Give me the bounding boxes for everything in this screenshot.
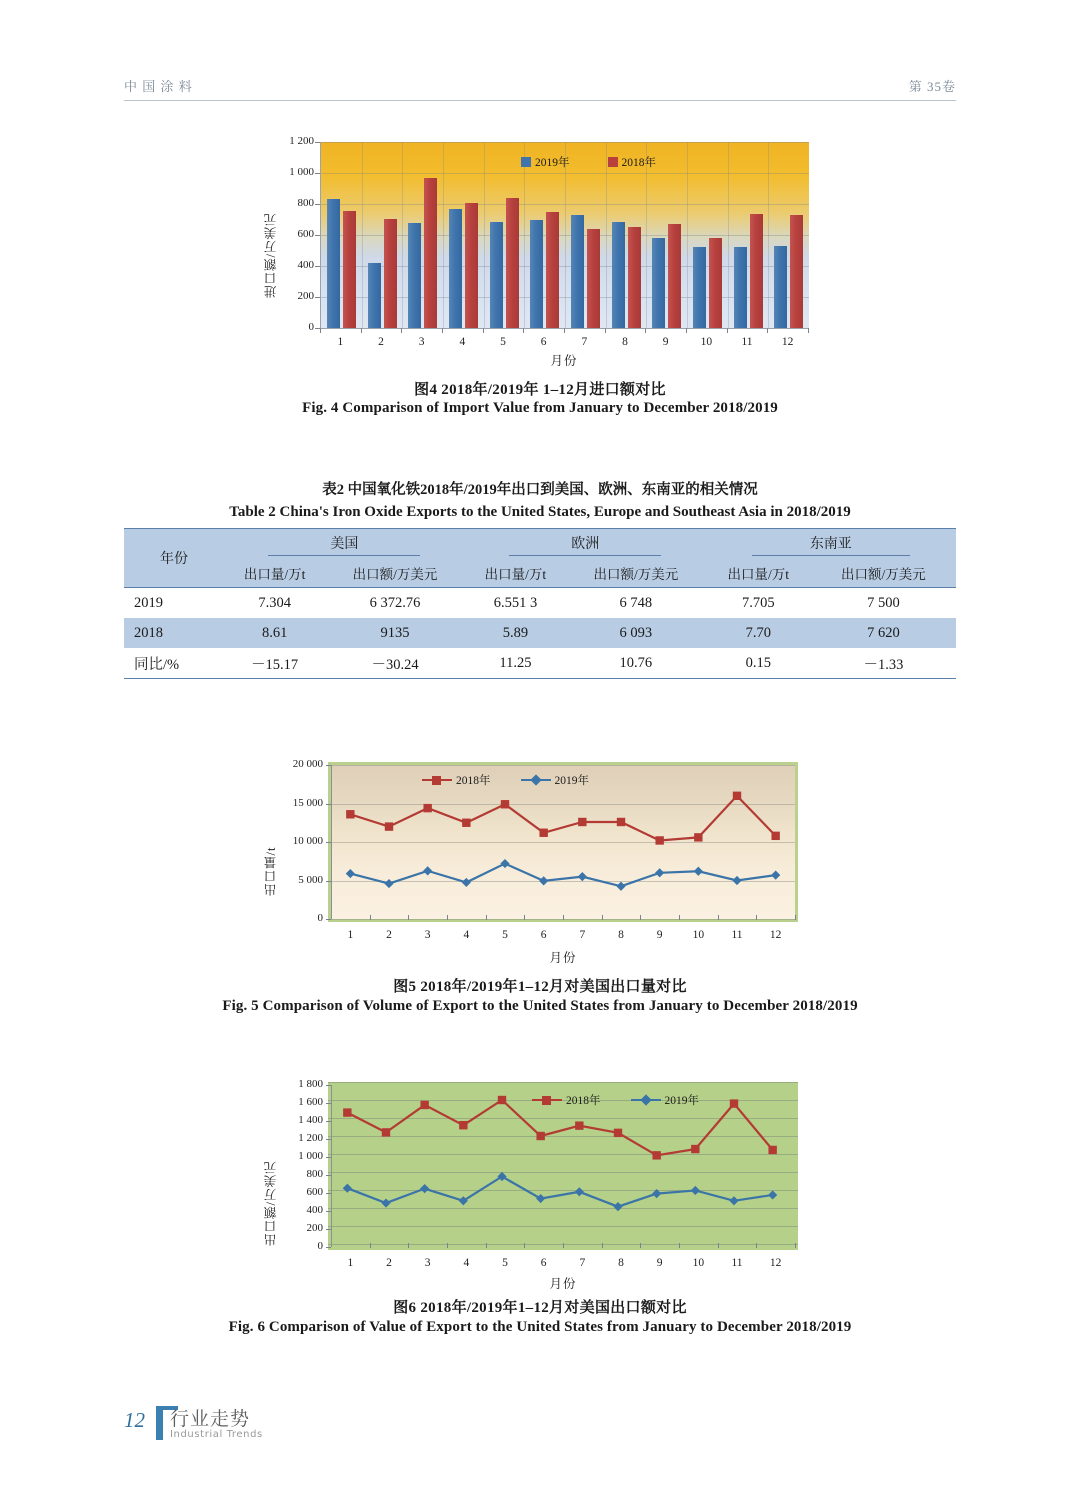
figure-5-marker-2018年-9 — [655, 836, 663, 844]
figure-5-x-tick — [640, 915, 641, 920]
figure-6-y-tick-label: 1 000 — [298, 1150, 323, 1162]
table-2-region-header-1 — [465, 529, 706, 560]
figure-4-y-tick-label: 600 — [297, 228, 314, 240]
figure-5-y-tick — [326, 919, 331, 920]
figure-5-marker-2019年-2 — [384, 879, 393, 888]
figure-5-x-tick-label: 11 — [731, 929, 743, 941]
figure-6-x-tick — [524, 1243, 525, 1248]
table-2-row-1-label: 2018 — [134, 624, 163, 641]
figure-4-category-separator — [443, 142, 444, 328]
table-2-body — [124, 588, 956, 679]
figure-6-y-tick-label: 400 — [306, 1204, 323, 1216]
figure-6-caption-cn: 图6 2018年/2019年1–12月对美国出口额对比 — [393, 1300, 687, 1316]
figure-4-y-tick — [315, 142, 320, 143]
figure-4-bar-2019年-10 — [693, 247, 706, 328]
figure-6-x-tick-label: 6 — [540, 1257, 547, 1269]
table-2-region-label-1: 欧洲 — [509, 533, 661, 556]
running-head-rule — [124, 100, 956, 101]
figure-5-x-tick-label: 8 — [618, 929, 624, 941]
figure-5-x-tick — [795, 915, 796, 920]
table-2-cell-1-3: 6 093 — [619, 624, 653, 641]
figure-6-marker-2019年-3 — [420, 1184, 429, 1193]
table-2-cell-1-4: 7.70 — [745, 624, 771, 641]
figure-4-bar-2018年-5 — [506, 198, 519, 328]
figure-6-marker-2019年-10 — [691, 1186, 700, 1195]
figure-6-y-tick-label: 1 400 — [298, 1114, 323, 1126]
table-2 — [124, 528, 956, 679]
figure-4-x-tick-label: 6 — [540, 336, 547, 348]
figure-5-x-tick-label: 2 — [386, 929, 392, 941]
figure-5-x-tick-label: 3 — [424, 929, 431, 941]
table-2-cell-1-5: 7 620 — [867, 624, 900, 641]
figure-6-y-tick-label: 1 600 — [298, 1096, 323, 1108]
figure-4-y-tick — [315, 204, 320, 205]
table-2-title-en: Table 2 China's Iron Oxide Exports to the United States, Europe and Southeast Asia in 2018/2019 — [229, 504, 851, 520]
figure-6-legend-item-2018年 — [532, 1092, 601, 1108]
figure-5-x-tick — [486, 915, 487, 920]
figure-4-legend-item-2018年 — [608, 154, 657, 170]
table-2-cell-2-4: 0.15 — [706, 648, 811, 679]
figure-5-x-tick-label: 9 — [656, 929, 663, 941]
figure-4-category-separator — [687, 142, 688, 328]
figure-4-x-tick — [767, 328, 768, 333]
figure-6-legend-label: 2018年 — [566, 1095, 601, 1107]
table-row — [124, 648, 956, 679]
figure-5-marker-2019年-10 — [694, 867, 703, 876]
figure-4-y-tick-label: 400 — [297, 259, 314, 271]
figure-6-caption-en: Fig. 6 Comparison of Value of Export to the United States from January to December 2018/2019 — [228, 1319, 852, 1335]
table-2-cell-1-0: 8.61 — [261, 624, 288, 641]
figure-4-bar-2018年-4 — [465, 203, 478, 328]
figure-4-x-tick-label: 8 — [622, 336, 628, 348]
figure-5-marker-2018年-12 — [771, 832, 779, 840]
figure-5-x-tick — [524, 915, 525, 920]
page-footer — [124, 1404, 424, 1450]
figure-4-y-axis-label: 进口额/万美元 — [264, 212, 278, 298]
figure-4 — [262, 136, 822, 366]
table-2-row-2-label: 同比/% — [124, 648, 224, 679]
figure-5-marker-2018年-2 — [385, 822, 393, 830]
figure-4-x-tick-label: 5 — [500, 336, 506, 348]
figure-6-marker-2018年-2 — [382, 1128, 390, 1136]
figure-4-y-tick — [315, 173, 320, 174]
table-2-cell-0-0: 7.304 — [224, 588, 325, 619]
figure-4-y-tick-label: 1 000 — [289, 166, 314, 178]
figure-6-y-tick-label: 0 — [317, 1240, 323, 1252]
running-head — [124, 76, 956, 95]
figure-6-y-axis-line — [331, 1085, 332, 1247]
figure-5-plot-area — [331, 765, 795, 919]
table-2-row-0-label: 2019 — [124, 588, 224, 619]
figure-5-marker-2018年-8 — [617, 818, 625, 826]
figure-6-x-tick-label: 1 — [347, 1257, 354, 1269]
figure-5-x-tick — [447, 915, 448, 920]
figure-4-x-tick-label: 11 — [741, 336, 753, 348]
figure-5-legend-label: 2019年 — [554, 775, 589, 787]
figure-5-legend-item-2019年 — [521, 772, 590, 788]
figure-6-marker-2019年-8 — [613, 1202, 622, 1211]
figure-4-legend — [521, 154, 656, 170]
figure-5-marker-2019年-12 — [771, 871, 780, 880]
figure-6-x-tick — [602, 1243, 603, 1248]
figure-6-x-tick — [640, 1243, 641, 1248]
table-2-corner-header: 年份 — [124, 529, 224, 588]
figure-5-marker-2019年-7 — [578, 872, 587, 881]
figure-4-category-separator — [484, 142, 485, 328]
figure-5-marker-2018年-1 — [346, 810, 354, 818]
figure-6-x-tick-label: 12 — [769, 1257, 782, 1269]
figure-5-y-tick-label: 10 000 — [292, 835, 323, 847]
figure-6-marker-2019年-2 — [381, 1198, 390, 1207]
figure-4-bar-2018年-2 — [384, 219, 397, 328]
figure-4-x-tick — [483, 328, 484, 333]
figure-5-x-tick — [718, 915, 719, 920]
figure-5-line-2018年 — [350, 796, 775, 841]
figure-5-y-tick-label: 20 000 — [292, 758, 323, 770]
figure-4-x-tick-label: 10 — [700, 336, 713, 348]
figure-6-marker-2018年-3 — [420, 1101, 428, 1109]
figure-4-x-tick — [320, 328, 321, 333]
figure-5-caption-cn: 图5 2018年/2019年1–12月对美国出口量对比 — [393, 979, 687, 995]
table-2-sub-header-1: 出口额/万美元 — [352, 567, 438, 582]
figure-5-marker-2018年-11 — [733, 792, 741, 800]
figure-4-y-tick-label: 0 — [308, 321, 314, 333]
figure-5-line-2019年 — [350, 864, 775, 887]
figure-4-x-tick — [605, 328, 606, 333]
figure-5-caption-en: Fig. 5 Comparison of Volume of Export to the United States from January to December 2018/2019 — [222, 998, 858, 1014]
figure-4-legend-item-2019年 — [521, 154, 570, 170]
figure-5-y-tick-label: 5 000 — [298, 873, 323, 886]
figure-4-legend-swatch — [521, 157, 531, 167]
figure-4-x-tick — [401, 328, 402, 333]
figure-4-x-tick-label: 1 — [337, 336, 344, 348]
table-2-sub-header-4: 出口量/万t — [727, 567, 789, 582]
table-2-header-row-subs — [124, 559, 956, 588]
figure-4-y-tick — [315, 297, 320, 298]
figure-4-caption-cn: 图4 2018年/2019年 1–12月进口额对比 — [414, 382, 666, 398]
figure-4-legend-label: 2019年 — [535, 157, 570, 169]
figure-5-x-tick — [563, 915, 564, 920]
figure-6-legend-marker — [640, 1094, 651, 1105]
page-number: 12 — [124, 1408, 145, 1432]
figure-6-marker-2019年-12 — [768, 1190, 777, 1199]
figure-6-y-tick — [326, 1247, 331, 1248]
figure-6-x-tick — [795, 1243, 796, 1248]
figure-6-marker-2018年-7 — [575, 1121, 583, 1129]
table-2-cell-0-1: 6 372.76 — [325, 588, 465, 619]
figure-4-bar-2019年-7 — [571, 215, 584, 328]
figure-4-bar-2019年-11 — [734, 247, 747, 328]
figure-6-marker-2018年-8 — [614, 1129, 622, 1137]
figure-4-x-tick — [686, 328, 687, 333]
figure-6-line-2019年 — [347, 1177, 772, 1207]
running-head-right: 第 35卷 — [908, 79, 956, 94]
table-2-cell-2-3: 10.76 — [566, 648, 706, 679]
figure-6-marker-2019年-1 — [343, 1184, 352, 1193]
figure-4-bar-2018年-10 — [709, 238, 722, 328]
table-2-region-header-0 — [224, 529, 465, 560]
figure-4-bar-2018年-12 — [790, 215, 803, 328]
figure-4-bar-2018年-3 — [424, 178, 437, 328]
figure-6-legend-marker — [542, 1096, 551, 1105]
table-2-region-label-0: 美国 — [268, 533, 420, 556]
figure-4-x-tick — [808, 328, 809, 333]
figure-5-marker-2018年-3 — [423, 804, 431, 812]
figure-6-marker-2018年-6 — [536, 1132, 544, 1140]
table-2-cell-0-2: 6.551 3 — [465, 588, 566, 619]
figure-6-x-tick — [486, 1243, 487, 1248]
figure-6-legend-item-2019年 — [631, 1092, 700, 1108]
figure-6-x-tick-label: 4 — [463, 1257, 470, 1269]
figure-5-x-tick — [370, 915, 371, 920]
figure-6-marker-2018年-12 — [768, 1146, 776, 1154]
figure-5-x-axis-label: 月份 — [549, 951, 577, 965]
table-2-header-row-regions — [124, 529, 956, 560]
figure-5-x-tick — [408, 915, 409, 920]
figure-6-marker-2018年-5 — [498, 1096, 506, 1104]
figure-4-bar-2018年-1 — [343, 211, 356, 328]
figure-5-marker-2019年-5 — [500, 859, 509, 868]
figure-5-legend — [422, 772, 589, 788]
figure-4-y-tick — [315, 235, 320, 236]
figure-5-x-tick-label: 4 — [463, 929, 470, 941]
table-2-block — [124, 478, 956, 679]
figure-5-legend-marker — [530, 774, 541, 785]
figure-4-bar-2018年-7 — [587, 229, 600, 328]
figure-5-x-tick — [756, 915, 757, 920]
figure-4-bar-2018年-8 — [628, 227, 641, 328]
figure-5-y-axis-label: 出口量/t — [264, 846, 278, 896]
figure-4-x-tick — [442, 328, 443, 333]
figure-6-y-tick-label: 800 — [306, 1168, 323, 1180]
figure-4-x-tick — [564, 328, 565, 333]
figure-6-x-tick — [408, 1243, 409, 1248]
figure-6-marker-2018年-4 — [459, 1121, 467, 1129]
figure-5-y-tick-label: 0 — [317, 912, 323, 924]
figure-6-x-tick-label: 2 — [386, 1257, 392, 1269]
figure-5-marker-2018年-10 — [694, 833, 702, 841]
figure-6-x-tick-label: 10 — [692, 1257, 705, 1269]
figure-6-marker-2018年-11 — [730, 1099, 738, 1107]
figure-4-x-axis-label: 月份 — [550, 354, 578, 368]
figure-6-line-2018年 — [347, 1100, 772, 1155]
table-2-cell-0-3: 6 748 — [566, 588, 706, 619]
figure-5-marker-2019年-1 — [346, 869, 355, 878]
figure-4-category-separator — [402, 142, 403, 328]
figure-5 — [262, 758, 832, 965]
table-2-sub-header-5: 出口额/万美元 — [841, 567, 926, 582]
figure-5-marker-2019年-11 — [732, 876, 741, 885]
table-2-cell-2-1: －30.24 — [325, 648, 465, 679]
figure-6-x-tick — [563, 1243, 564, 1248]
figure-4-y-tick-label: 200 — [297, 290, 314, 302]
figure-4-x-tick-label: 7 — [581, 336, 588, 348]
figure-4-x-tick-label: 3 — [418, 336, 425, 348]
figure-5-marker-2018年-5 — [501, 800, 509, 808]
figure-6-x-tick-label: 7 — [579, 1257, 586, 1269]
figure-5-x-tick — [679, 915, 680, 920]
figure-6-x-tick-label: 8 — [618, 1257, 624, 1269]
figure-6-x-tick — [370, 1243, 371, 1248]
figure-4-bar-2019年-1 — [327, 199, 340, 328]
figure-4-x-tick — [645, 328, 646, 333]
footer-accent-bar — [156, 1406, 163, 1440]
figure-5-marker-2019年-9 — [655, 868, 664, 877]
figure-5-marker-2019年-4 — [462, 878, 471, 887]
figure-6-x-tick — [447, 1243, 448, 1248]
figure-5-y-axis-line — [331, 765, 332, 919]
figure-6-x-tick-label: 5 — [502, 1257, 508, 1269]
figure-4-bar-2018年-6 — [546, 212, 559, 328]
running-head-left: 中 国 涂 料 — [124, 79, 193, 94]
figure-4-category-separator — [362, 142, 363, 328]
figure-5-x-tick-label: 7 — [579, 929, 586, 941]
figure-4-bar-2019年-12 — [774, 246, 787, 328]
figure-4-bar-2019年-5 — [490, 222, 503, 328]
figure-5-legend-label: 2018年 — [456, 775, 491, 787]
figure-5-marker-2019年-8 — [616, 882, 625, 891]
table-2-cell-2-2: 11.25 — [465, 648, 566, 679]
footer-section-cn: 行业走势 — [170, 1408, 251, 1430]
figure-6-legend — [532, 1092, 699, 1108]
figure-6-x-tick-label: 11 — [731, 1257, 743, 1269]
figure-4-x-tick — [361, 328, 362, 333]
table-2-sub-header-2: 出口量/万t — [484, 567, 547, 582]
figure-4-y-tick-label: 800 — [297, 197, 314, 209]
figure-6-y-tick-label: 600 — [306, 1186, 323, 1198]
figure-4-bar-2019年-9 — [652, 238, 665, 328]
figure-5-y-tick-label: 15 000 — [292, 796, 323, 809]
figure-6-x-tick-label: 9 — [656, 1257, 663, 1269]
figure-6-marker-2019年-7 — [575, 1187, 584, 1196]
figure-5-marker-2019年-3 — [423, 866, 432, 875]
table-2-cell-1-2: 5.89 — [502, 624, 529, 641]
table-2-cell-1-1: 9135 — [380, 624, 410, 641]
figure-4-y-tick-label: 1 200 — [289, 135, 314, 147]
figure-6-x-axis-label: 月份 — [549, 1277, 577, 1291]
figure-6-x-tick-label: 3 — [424, 1257, 431, 1269]
table-2-header — [124, 529, 956, 588]
figure-6-x-tick — [679, 1243, 680, 1248]
figure-5-legend-item-2018年 — [422, 772, 491, 788]
figure-4-plot-area — [320, 142, 809, 329]
figure-6-marker-2019年-6 — [536, 1194, 545, 1203]
figure-6-marker-2019年-11 — [729, 1196, 738, 1205]
table-row — [124, 588, 956, 619]
figure-4-bar-2018年-9 — [668, 224, 681, 328]
figure-5-x-tick — [602, 915, 603, 920]
figure-6-x-tick — [756, 1243, 757, 1248]
figure-4-bar-2019年-8 — [612, 222, 625, 328]
figure-4-legend-swatch — [608, 157, 618, 167]
figure-4-x-tick — [523, 328, 524, 333]
figure-4-category-separator — [728, 142, 729, 328]
table-2-cell-2-5: －1.33 — [811, 648, 956, 679]
figure-5-x-tick-label: 5 — [502, 929, 508, 941]
figure-6-y-tick-label: 1 800 — [298, 1078, 323, 1090]
figure-5-x-tick-label: 1 — [347, 929, 354, 941]
footer-section-en: Industrial Trends — [170, 1429, 263, 1440]
table-2-title-cn: 表2 中国氧化铁2018年/2019年出口到美国、欧洲、东南亚的相关情况 — [322, 482, 758, 498]
figure-4-bar-2019年-6 — [530, 220, 543, 328]
figure-6-y-axis-label: 出口额/万美元 — [264, 1160, 278, 1246]
table-2-sub-header-3: 出口额/万美元 — [593, 567, 679, 582]
figure-6-legend-label: 2019年 — [664, 1095, 699, 1107]
figure-4-x-tick-label: 4 — [459, 336, 466, 348]
figure-5-marker-2018年-4 — [462, 819, 470, 827]
table-row — [124, 618, 956, 648]
figure-4-x-tick-label: 12 — [781, 336, 794, 348]
figure-4-x-tick — [727, 328, 728, 333]
figure-5-marker-2018年-7 — [578, 818, 586, 826]
figure-4-category-separator — [768, 142, 769, 328]
figure-6-x-tick — [718, 1243, 719, 1248]
figure-5-x-tick-label: 6 — [540, 929, 547, 941]
figure-4-x-tick-label: 2 — [378, 336, 384, 348]
figure-5-x-tick-label: 12 — [769, 929, 782, 941]
figure-4-bar-2019年-3 — [408, 223, 421, 328]
table-2-region-label-2: 东南亚 — [752, 533, 910, 556]
figure-5-series-overlay — [331, 765, 795, 919]
figure-6 — [262, 1078, 832, 1291]
figure-5-x-tick-label: 10 — [692, 929, 705, 941]
figure-6-marker-2019年-9 — [652, 1189, 661, 1198]
figure-4-x-tick-label: 9 — [662, 336, 669, 348]
figure-4-bar-2019年-2 — [368, 263, 381, 328]
figure-5-marker-2019年-6 — [539, 876, 548, 885]
figure-5-legend-marker — [432, 776, 441, 785]
figure-6-marker-2018年-10 — [691, 1145, 699, 1153]
table-2-cell-0-5: 7 500 — [811, 588, 956, 619]
table-2-cell-2-0: －15.17 — [224, 648, 325, 679]
table-2-cell-0-4: 7.705 — [706, 588, 811, 619]
figure-6-y-tick-label: 200 — [306, 1222, 323, 1234]
figure-4-bar-2018年-11 — [750, 214, 763, 328]
figure-4-bar-2019年-4 — [449, 209, 462, 328]
figure-6-marker-2018年-9 — [652, 1151, 660, 1159]
figure-6-y-tick-label: 1 200 — [298, 1132, 323, 1144]
figure-5-marker-2018年-6 — [539, 829, 547, 837]
figure-4-legend-label: 2018年 — [621, 157, 656, 169]
figure-4-caption-en: Fig. 4 Comparison of Import Value from January to December 2018/2019 — [302, 400, 778, 416]
table-2-sub-header-0: 出口量/万t — [243, 567, 306, 582]
figure-6-marker-2018年-1 — [343, 1108, 351, 1116]
table-2-region-header-2 — [706, 529, 956, 560]
figure-4-y-tick — [315, 266, 320, 267]
